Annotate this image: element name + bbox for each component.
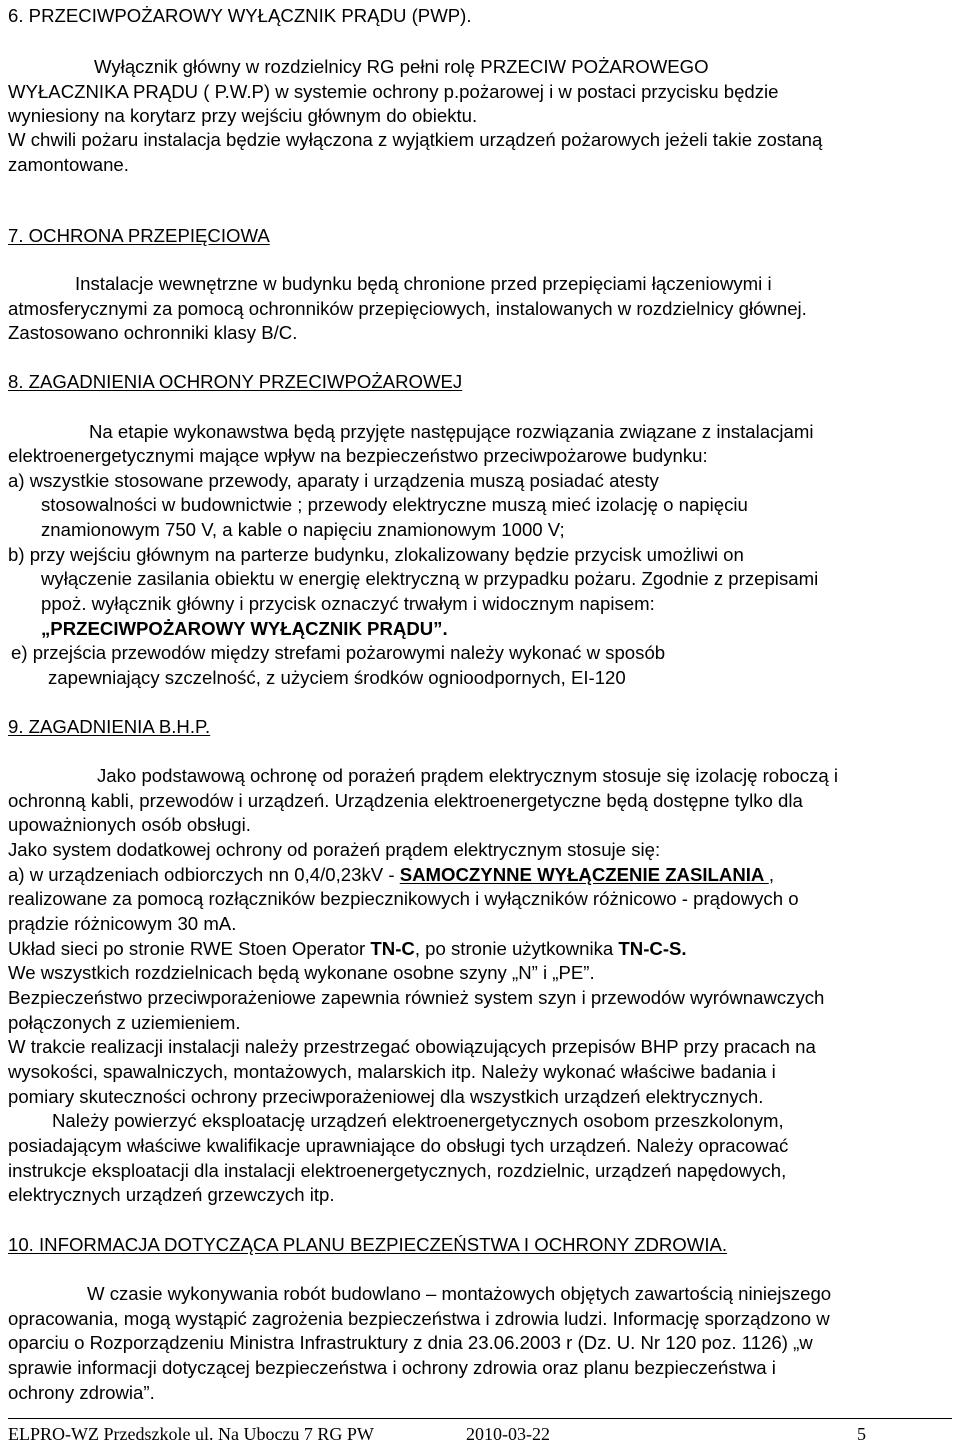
section-8-list-item-b: b) przy wejściu głównym na parterze budynku, zlokalizowany będzie przycisk umożliwi on	[8, 544, 744, 565]
section-9-line: upoważnionych osób obsługi.	[8, 814, 251, 835]
section-8-heading: 8. ZAGADNIENIA OCHRONY PRZECIWPOŻAROWEJ	[8, 371, 463, 392]
section-7-line: Instalacje wewnętrzne w budynku będą chronione przed przepięciami łączeniowymi i	[75, 273, 772, 294]
section-8-line: elektroenergetycznymi mające wpływ na bezpieczeństwo przeciwpożarowe budynku:	[8, 445, 708, 466]
section-7-heading: 7. OCHRONA PRZEPIĘCIOWA	[8, 225, 270, 246]
section-8-line: zapewniający szczelność, z użyciem środków ognioodpornych, EI-120	[48, 667, 626, 688]
section-9-line: realizowane za pomocą rozłączników bezpiecznikowych i wyłączników różnicowo - prądowych o	[8, 888, 799, 909]
section-6-line: Wyłącznik główny w rozdzielnicy RG pełni rolę PRZECIW POŻAROWEGO	[94, 56, 709, 77]
section-9-line-protection	[8, 863, 774, 887]
section-6-line: WYŁACZNIKA PRĄDU ( P.W.P) w systemie ochrony p.pożarowej i w postaci przycisku będzie	[8, 81, 779, 102]
section-10-line: opracowania, mogą wystąpić zagrożenia bezpieczeństwa i zdrowia ludzi. Informację sporządzono w	[8, 1308, 830, 1329]
section-9-line: posiadającym właściwe kwalifikacje uprawniające do obsługi tych urządzeń. Należy opracować	[8, 1135, 789, 1156]
section-10-heading: 10. INFORMACJA DOTYCZĄCA PLANU BEZPIECZEŃSTWA I OCHRONY ZDROWIA.	[8, 1234, 728, 1255]
section-8-line: wyłączenie zasilania obiektu w energię elektryczną w przypadku pożaru. Zgodnie z przepisami	[41, 568, 819, 589]
section-9-emphasis: TN-C	[370, 938, 415, 959]
footer-project: ELPRO-WZ Przedszkole ul. Na Uboczu 7 RG PW	[8, 1424, 374, 1444]
section-9-line-network	[8, 937, 687, 961]
section-8-list-item-a: a) wszystkie stosowane przewody, aparaty i urządzenia muszą posiadać atesty	[8, 470, 659, 491]
footer-page-number: 5	[857, 1424, 866, 1444]
section-9-line: pomiary skuteczności ochrony przeciwporażeniowej dla wszystkich urządzeń elektrycznych.	[8, 1086, 764, 1107]
section-8-line: ppoż. wyłącznik główny i przycisk oznaczyć trwałym i widocznym napisem:	[41, 593, 655, 614]
section-6-line: W chwili pożaru instalacja będzie wyłączona z wyjątkiem urządzeń pożarowych jeżeli takie zostaną	[8, 129, 823, 150]
section-6-line: zamontowane.	[8, 154, 129, 175]
section-9-line: instrukcje eksploatacji dla instalacji elektroenergetycznych, rozdzielnic, urządzeń napędowych,	[8, 1160, 787, 1181]
section-10-line: oparciu o Rozporządzeniu Ministra Infrastruktury z dnia 23.06.2003 r (Dz. U. Nr 120 poz. 1126) „w	[8, 1332, 813, 1353]
section-9-line: wysokości, spawalniczych, montażowych, malarskich itp. Należy wykonać właściwe badania i	[8, 1061, 776, 1082]
section-6-line: wyniesiony na korytarz przy wejściu głównym do obiektu.	[8, 105, 478, 126]
section-8-line: stosowalności w budownictwie ; przewody elektryczne muszą mieć izolację o napięciu	[41, 494, 748, 515]
section-9-line: prądzie różnicowym 30 mA.	[8, 913, 237, 934]
section-9-emphasis: TN-C-S.	[618, 938, 687, 959]
section-8-line: Na etapie wykonawstwa będą przyjęte następujące rozwiązania związane z instalacjami	[89, 421, 814, 442]
section-9-line: ochronną kabli, przewodów i urządzeń. Urządzenia elektroenergetyczne będą dostępne tylko dla	[8, 790, 803, 811]
footer-divider	[8, 1418, 952, 1419]
section-9-text: Układ sieci po stronie RWE Stoen Operator	[8, 938, 371, 959]
section-8-line: znamionowym 750 V, a kable o napięciu znamionowym 1000 V;	[41, 519, 565, 540]
section-9-line: połączonych z uziemieniem.	[8, 1012, 241, 1033]
section-7-line: atmosferycznymi za pomocą ochronników przepięciowych, instalowanych w rozdzielnicy głównej.	[8, 298, 807, 319]
section-9-line: elektrycznych urządzeń grzewczych itp.	[8, 1184, 335, 1205]
section-10-line: ochrony zdrowia”.	[8, 1382, 155, 1403]
section-9-line: Należy powierzyć eksploatację urządzeń elektroenergetycznych osobom przeszkolonym,	[52, 1110, 784, 1131]
section-9-line: We wszystkich rozdzielnicach będą wykonane osobne szyny „N” i „PE”.	[8, 962, 595, 983]
section-9-line: Jako podstawową ochronę od porażeń prądem elektrycznym stosuje się izolację roboczą i	[97, 765, 839, 786]
section-9-text: , po stronie użytkownika	[414, 938, 619, 959]
section-7-line: Zastosowano ochronniki klasy B/C.	[8, 322, 298, 343]
section-10-line: W czasie wykonywania robót budowlano – montażowych objętych zawartością niniejszego	[87, 1283, 832, 1304]
section-9-emphasis: SAMOCZYNNE WYŁĄCZENIE ZASILANIA	[399, 864, 769, 885]
section-8-label: „PRZECIWPOŻAROWY WYŁĄCZNIK PRĄDU”.	[41, 618, 448, 639]
section-10-line: sprawie informacji dotyczącej bezpieczeństwa i ochrony zdrowia oraz planu bezpieczeństwa i	[8, 1357, 776, 1378]
section-6-heading: 6. PRZECIWPOŻAROWY WYŁĄCZNIK PRĄDU (PWP).	[8, 5, 472, 26]
section-9-line: Bezpieczeństwo przeciwporażeniowe zapewnia również system szyn i przewodów wyrównawczych	[8, 987, 825, 1008]
section-9-line: W trakcie realizacji instalacji należy przestrzegać obowiązujących przepisów BHP przy pracach na	[8, 1036, 816, 1057]
section-9-text: ,	[768, 864, 775, 885]
section-9-line: Jako system dodatkowej ochrony od porażeń prądem elektrycznym stosuje się:	[8, 839, 661, 860]
section-9-heading: 9. ZAGADNIENIA B.H.P.	[8, 716, 211, 737]
section-9-text: a) w urządzeniach odbiorczych nn 0,4/0,23kV -	[8, 864, 400, 885]
section-8-list-item-e: e) przejścia przewodów między strefami pożarowymi należy wykonać w sposób	[11, 642, 666, 663]
footer-date: 2010-03-22	[466, 1424, 550, 1444]
